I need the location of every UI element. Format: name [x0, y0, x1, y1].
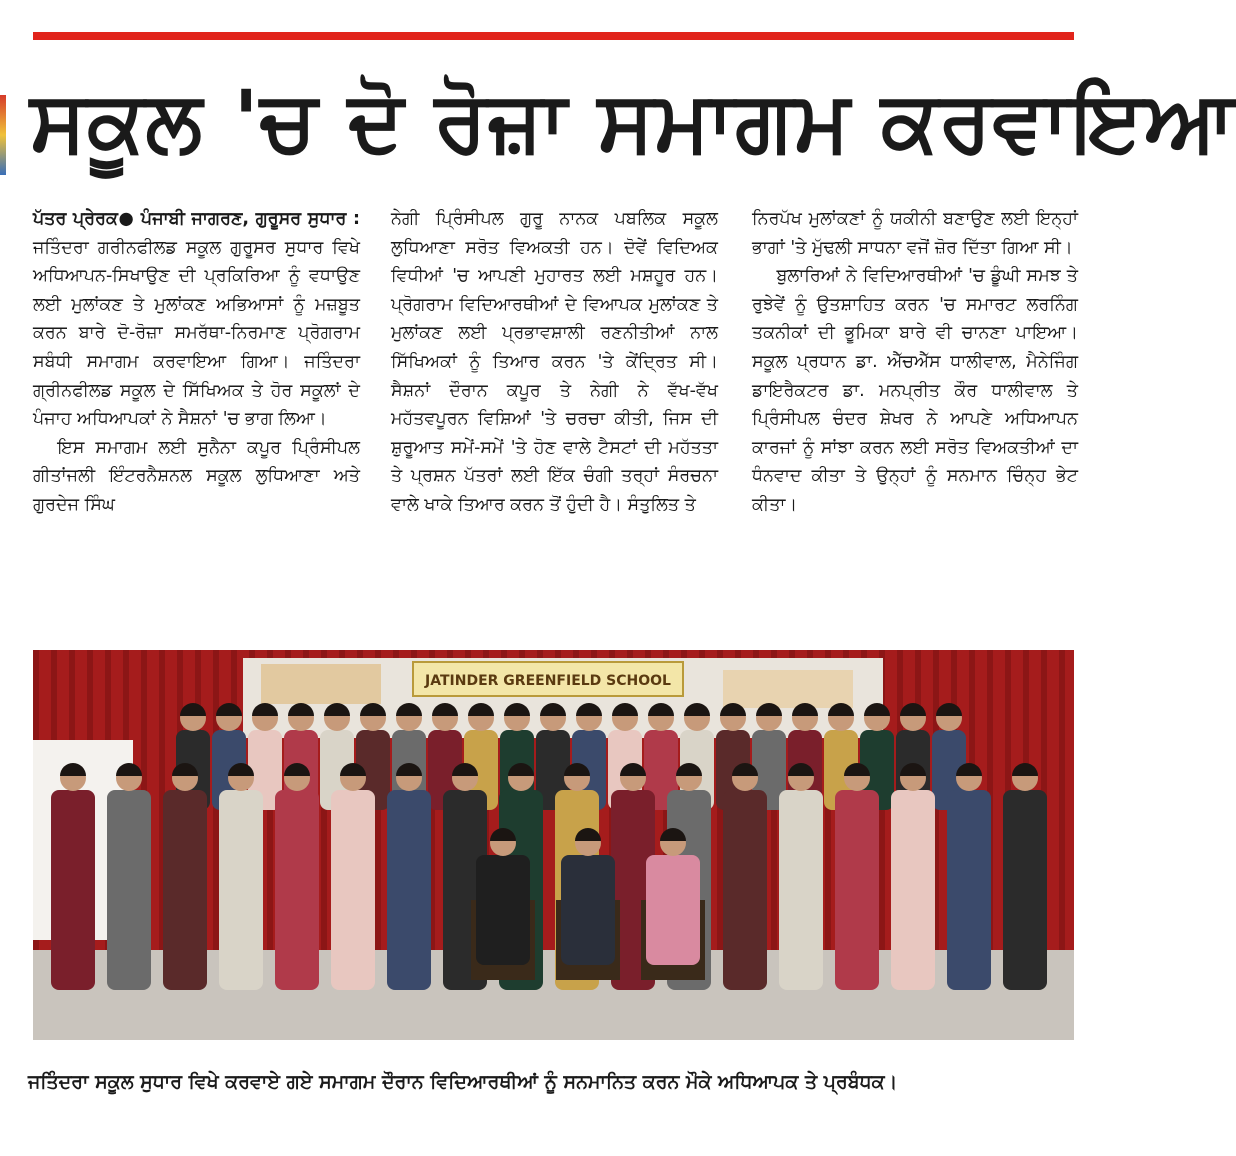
- curtain-fold: [1059, 650, 1065, 950]
- person: [1003, 763, 1047, 990]
- person: [331, 763, 375, 990]
- paragraph: ਨਿਰਪੱਖ ਮੁਲਾਂਕਣਾਂ ਨੂੰ ਯਕੀਨੀ ਬਣਾਉਣ ਲਈ ਇਨ੍ਹਾਂ ਭਾਗਾਂ 'ਤੇ ਮੁੱਢਲੀ ਸਾਧਨਾ ਵਜੋਂ ਜ਼ੋਰ ਦਿੱਤਾ ਗਿਆ ਸੀ।: [752, 209, 1078, 258]
- decor-poster-right: [723, 670, 853, 708]
- person: [835, 763, 879, 990]
- school-banner-text: JATINDER GREENFIELD SCHOOL: [425, 673, 671, 689]
- person: [51, 763, 95, 990]
- section-rule: [33, 32, 1074, 40]
- article-column-3: [752, 205, 1078, 633]
- person: [107, 763, 151, 990]
- dateline: ਪੱਤਰ ਪ੍ਰੇਰਕ● ਪੰਜਾਬੀ ਜਾਗਰਣ, ਗੁਰੂਸਰ ਸੁਧਾਰ :: [33, 209, 360, 229]
- paragraph-text: ਜਤਿੰਦਰਾ ਗਰੀਨਫੀਲਡ ਸਕੂਲ ਗੁਰੂਸਰ ਸੁਧਾਰ ਵਿਖੇ ਅਧਿਆਪਨ-ਸਿਖਾਉਣ ਦੀ ਪ੍ਰਕਿਰਿਆ ਨੂੰ ਵਧਾਉਣ ਲਈ ਮੁਲਾਂਕਣ ਤੇ ਮੁਲਾਂਕਣ ਅਭਿਆਸਾਂ ਨੂੰ ਮਜ਼ਬੂਤ ਕਰਨ ਬਾਰੇ ਦੋ-ਰੋਜ਼ਾ ਸਮਰੱਥਾ-ਨਿਰਮਾਣ ਪ੍ਰੋਗਰਾਮ ਸਬੰਧੀ ਸਮਾਗਮ ਕਰਵਾਇਆ ਗਿਆ। ਜਤਿੰਦਰਾ ਗ੍ਰੀਨਫੀਲਡ ਸਕੂਲ ਦੇ ਸਿੱਖਿਅਕ ਤੇ ਹੋਰ ਸਕੂਲਾਂ ਦੇ ਪੰਜਾਹ ਅਧਿਆਪਕਾਂ ਨੇ ਸੈਸ਼ਨਾਂ 'ਚ ਭਾਗ ਲਿਆ।: [33, 237, 360, 430]
- person: [387, 763, 431, 990]
- article-column-1: [33, 205, 360, 633]
- person: [275, 763, 319, 990]
- page-edge-strip: [0, 95, 6, 175]
- person: [163, 763, 207, 990]
- group-photo: [33, 650, 1074, 1040]
- decor-poster-left: [261, 664, 381, 704]
- group-photo-illustration: [33, 650, 1074, 1040]
- person: [947, 763, 991, 990]
- paragraph: [33, 205, 360, 434]
- headline: ਸਕੂਲ 'ਚ ਦੋ ਰੋਜ਼ਾ ਸਮਾਗਮ ਕਰਵਾਇਆ: [30, 72, 1236, 170]
- paragraph: ਇਸ ਸਮਾਗਮ ਲਈ ਸੁਨੈਨਾ ਕਪੂਰ ਪ੍ਰਿੰਸੀਪਲ ਗੀਤਾਂਜਲੀ ਇੰਟਰਨੈਸ਼ਨਲ ਸਕੂਲ ਲੁਧਿਆਣਾ ਅਤੇ ਗੁਰਦੇਜ ਸਿੰਘ: [33, 437, 360, 515]
- person: [891, 763, 935, 990]
- person: [219, 763, 263, 990]
- person: [723, 763, 767, 990]
- article-column-2: [391, 205, 718, 633]
- photo-caption: ਜਤਿੰਦਰਾ ਸਕੂਲ ਸੁਧਾਰ ਵਿਖੇ ਕਰਵਾਏ ਗਏ ਸਮਾਗਮ ਦੌਰਾਨ ਵਿਦਿਆਰਥੀਆਂ ਨੂੰ ਸਨਮਾਨਿਤ ਕਰਨ ਮੌਕੇ ਅਧਿਆਪਕ ਤੇ ਪ੍ਰਬੰਧਕ।: [28, 1071, 898, 1093]
- person: [779, 763, 823, 990]
- paragraph: ਨੇਗੀ ਪ੍ਰਿੰਸੀਪਲ ਗੁਰੂ ਨਾਨਕ ਪਬਲਿਕ ਸਕੂਲ ਲੁਧਿਆਣਾ ਸਰੋਤ ਵਿਅਕਤੀ ਹਨ। ਦੋਵੇਂ ਵਿਦਿਅਕ ਵਿਧੀਆਂ 'ਚ ਆਪਣੀ ਮੁਹਾਰਤ ਲਈ ਮਸ਼ਹੂਰ ਹਨ। ਪ੍ਰੋਗਰਾਮ ਵਿਦਿਆਰਥੀਆਂ ਦੇ ਵਿਆਪਕ ਮੁਲਾਂਕਣ ਤੇ ਮੁਲਾਂਕਣ ਲਈ ਪ੍ਰਭਾਵਸ਼ਾਲੀ ਰਣਨੀਤੀਆਂ ਨਾਲ ਸਿੱਖਿਅਕਾਂ ਨੂੰ ਤਿਆਰ ਕਰਨ 'ਤੇ ਕੇਂਦ੍ਰਿਤ ਸੀ। ਸੈਸ਼ਨਾਂ ਦੌਰਾਨ ਕਪੂਰ ਤੇ ਨੇਗੀ ਨੇ ਵੱਖ-ਵੱਖ ਮਹੱਤਵਪੂਰਨ ਵਿਸ਼ਿਆਂ 'ਤੇ ਚਰਚਾ ਕੀਤੀ, ਜਿਸ ਦੀ ਸ਼ੁਰੂਆਤ ਸਮੇਂ-ਸਮੇਂ 'ਤੇ ਹੋਣ ਵਾਲੇ ਟੈਸਟਾਂ ਦੀ ਮਹੱਤਤਾ ਤੇ ਪ੍ਰਸ਼ਨ ਪੱਤਰਾਂ ਲਈ ਇੱਕ ਚੰਗੀ ਤਰ੍ਹਾਂ ਸੰਰਚਨਾ ਵਾਲੇ ਖਾਕੇ ਤਿਆਰ ਕਰਨ ਤੋਂ ਹੁੰਦੀ ਹੈ। ਸੰਤੁਲਿਤ ਤੇ: [391, 209, 718, 515]
- paragraph: ਬੁਲਾਰਿਆਂ ਨੇ ਵਿਦਿਆਰਥੀਆਂ 'ਚ ਡੂੰਘੀ ਸਮਝ ਤੇ ਰੁਝੇਵੇਂ ਨੂੰ ਉਤਸ਼ਾਹਿਤ ਕਰਨ 'ਚ ਸਮਾਰਟ ਲਰਨਿੰਗ ਤਕਨੀਕਾਂ ਦੀ ਭੂਮਿਕਾ ਬਾਰੇ ਵੀ ਚਾਨਣਾ ਪਾਇਆ। ਸਕੂਲ ਪ੍ਰਧਾਨ ਡਾ. ਐੱਚਐੱਸ ਧਾਲੀਵਾਲ, ਮੈਨੇਜਿੰਗ ਡਾਇਰੈਕਟਰ ਡਾ. ਮਨਪ੍ਰੀਤ ਕੌਰ ਧਾਲੀਵਾਲ ਤੇ ਪ੍ਰਿੰਸੀਪਲ ਚੰਦਰ ਸ਼ੇਖਰ ਨੇ ਆਪਣੇ ਅਧਿਆਪਨ ਕਾਰਜਾਂ ਨੂੰ ਸਾਂਝਾ ਕਰਨ ਲਈ ਸਰੋਤ ਵਿਅਕਤੀਆਂ ਦਾ ਧੰਨਵਾਦ ਕੀਤਾ ਤੇ ਉਨ੍ਹਾਂ ਨੂੰ ਸਨਮਾਨ ਚਿੰਨ੍ਹ ਭੇਟ ਕੀਤਾ।: [752, 266, 1078, 515]
